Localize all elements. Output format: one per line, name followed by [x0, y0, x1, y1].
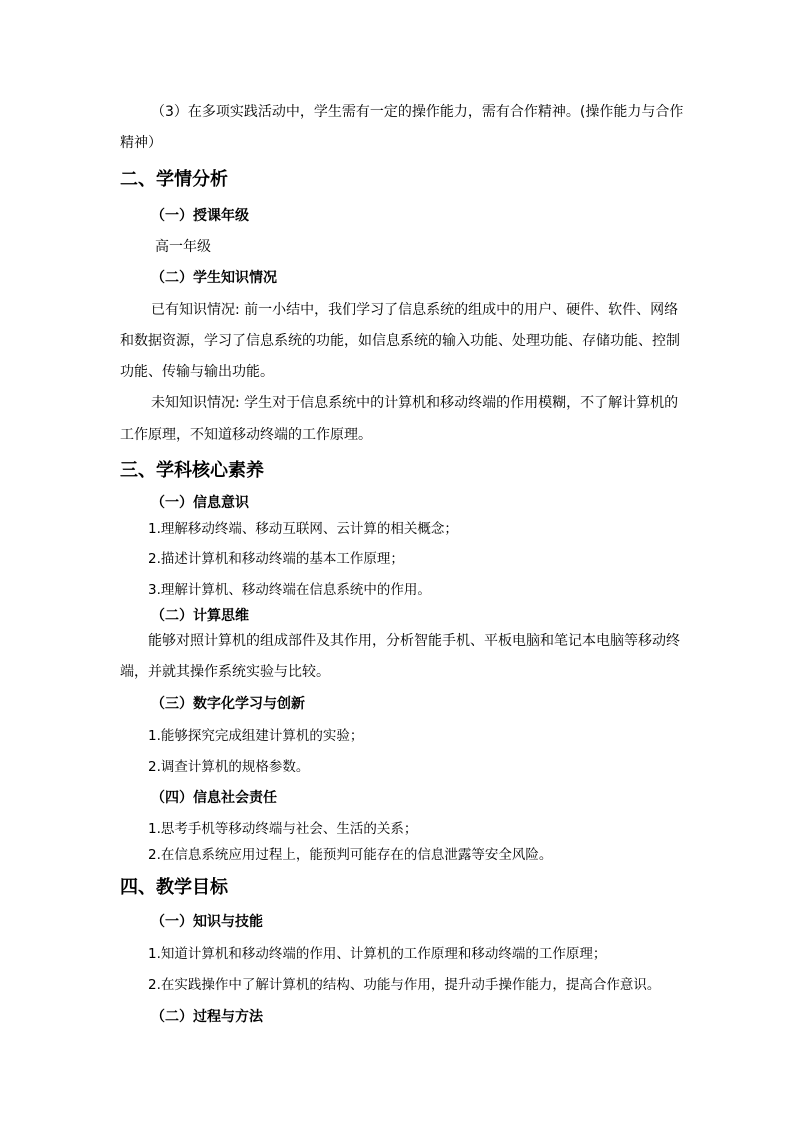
- list-item: 1.知道计算机和移动终端的作用、计算机的工作原理和移动终端的工作原理；: [148, 946, 607, 962]
- unknown-line-2: 工作原理，不知道移动终端的工作原理。: [120, 427, 372, 443]
- list-item: 2.在实践操作中了解计算机的结构、功能与作用，提升动手操作能力，提高合作意识。: [148, 977, 661, 993]
- subheading-digital-learning: （三）数字化学习与创新: [151, 696, 305, 712]
- grade-text: 高一年级: [155, 239, 211, 255]
- ct-line-1: 能够对照计算机的组成部件及其作用，分析智能手机、平板电脑和笔记本电脑等移动终: [148, 633, 680, 649]
- subheading-social-responsibility: （四）信息社会责任: [151, 790, 277, 806]
- list-item: 2.在信息系统应用过程上，能预判可能存在的信息泄露等安全风险。: [148, 847, 553, 863]
- section-heading-goals: 四、教学目标: [120, 877, 228, 898]
- section-heading-literacy: 三、学科核心素养: [120, 460, 264, 481]
- intro-line-1: （3）在多项实践活动中，学生需有一定的操作能力，需有合作精神。(操作能力与合作: [151, 104, 684, 120]
- subheading-knowledge-skills: （一）知识与技能: [151, 914, 263, 930]
- subheading-computational-thinking: （二）计算思维: [151, 608, 249, 624]
- subheading-knowledge: （二）学生知识情况: [151, 270, 277, 286]
- known-line-3: 功能、传输与输出功能。: [120, 364, 274, 380]
- known-line-2: 和数据资源，学习了信息系统的功能，如信息系统的输入功能、处理功能、存储功能、控制: [120, 333, 680, 349]
- known-line-1: 已有知识情况: 前一小结中，我们学习了信息系统的组成中的用户、硬件、软件、网络: [151, 302, 679, 318]
- subheading-process-methods: （二）过程与方法: [151, 1009, 263, 1025]
- list-item: 2.调查计算机的规格参数。: [148, 759, 310, 775]
- list-item: 1.能够探究完成组建计算机的实验；: [148, 728, 364, 744]
- list-item: 2.描述计算机和移动终端的基本工作原理；: [148, 551, 404, 567]
- ct-line-2: 端，并就其操作系统实验与比较。: [120, 664, 330, 680]
- subheading-info-awareness: （一）信息意识: [151, 495, 249, 511]
- list-item: 1.理解移动终端、移动互联网、云计算的相关概念；: [148, 521, 458, 537]
- list-item: 3.理解计算机、移动终端在信息系统中的作用。: [148, 582, 431, 598]
- unknown-line-1: 未知知识情况: 学生对于信息系统中的计算机和移动终端的作用模糊，不了解计算机的: [151, 395, 679, 411]
- list-item: 1.思考手机等移动终端与社会、生活的关系；: [148, 821, 418, 837]
- subheading-grade: （一）授课年级: [151, 208, 249, 224]
- section-heading-xueqing: 二、学情分析: [120, 169, 228, 190]
- intro-line-2: 精神）: [120, 135, 162, 151]
